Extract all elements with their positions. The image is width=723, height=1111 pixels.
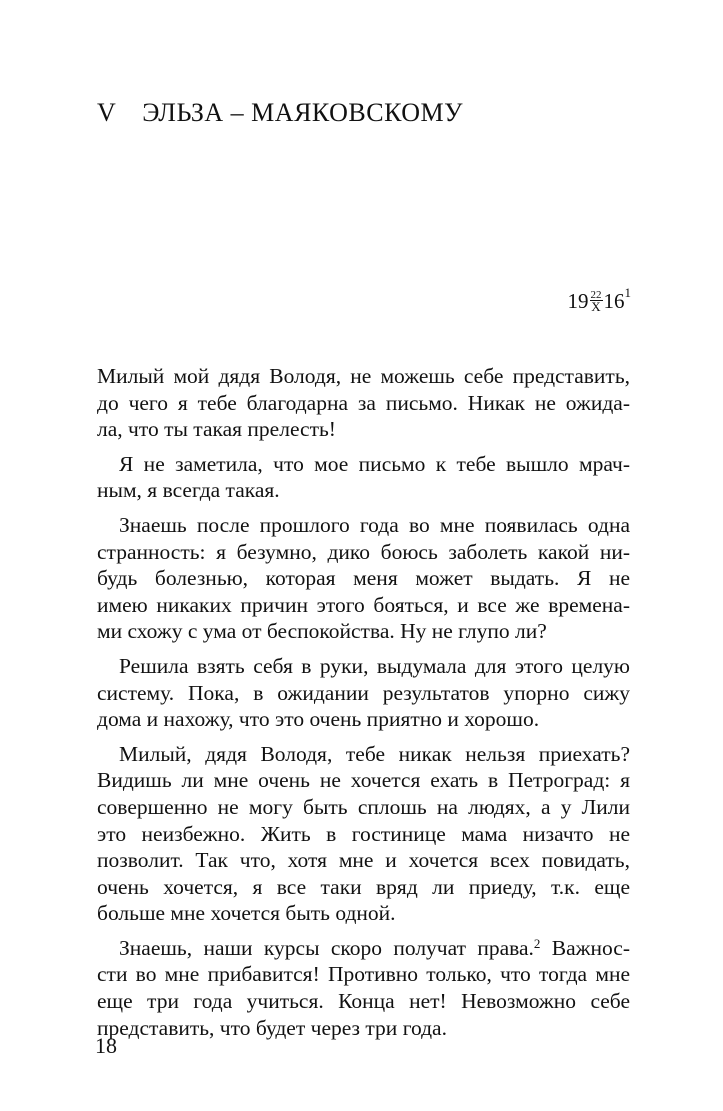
text-line: очень хочется, я все таки вряд ли приеду, т.к. еще <box>97 874 630 899</box>
date-year-suffix: 16 <box>603 289 625 313</box>
date-day: 22 <box>590 288 602 301</box>
text-line: позволит. Так что, хотя мне и хочется всех повидать, <box>97 848 630 873</box>
text-line: больше мне хочется быть одной. <box>97 901 396 926</box>
text-line-with-footnote <box>97 935 630 962</box>
text-line: Я не заметила, что мое письмо к тебе вышло мрач- <box>119 451 630 476</box>
text-line: будь болезнью, которая меня может выдать. Я не <box>97 566 630 591</box>
letter-body <box>97 363 630 1041</box>
text-segment: Важнос- <box>540 935 630 960</box>
text-line: совершенно не могу быть сплошь на людях, а у Лили <box>97 794 630 819</box>
text-line: Решила взять себя в руки, выдумала для этого целую <box>119 653 630 678</box>
text-line: Знаешь после прошлого года во мне появилась одна <box>119 512 630 537</box>
text-line: ла, что ты такая прелесть! <box>97 417 336 442</box>
chapter-heading <box>97 98 463 128</box>
chapter-title: ЭЛЬЗА – МАЯКОВСКОМУ <box>142 98 464 127</box>
text-line: представить, что будет через три года. <box>97 1015 447 1040</box>
text-line: дома и нахожу, что это очень приятно и хорошо. <box>97 707 540 732</box>
text-line: Милый мой дядя Володя, не можешь себе представить, <box>97 364 630 388</box>
page-number: 18 <box>95 1033 117 1058</box>
text-line: Видишь ли мне очень не хочется ехать в Петроград: я <box>97 768 630 793</box>
date-day-month-fraction <box>590 290 603 313</box>
chapter-number: V <box>97 98 117 127</box>
date-footnote-marker: 1 <box>624 285 631 300</box>
text-line: сти во мне прибавится! Противно только, что тогда мне <box>97 962 630 987</box>
text-line: еще три года учиться. Конца нет! Невозможно себе <box>97 989 630 1014</box>
text-line: до чего я тебе благодарна за письмо. Никак не ожида- <box>97 390 630 415</box>
date-month: X <box>591 298 601 314</box>
text-line: это неизбежно. Жить в гостинице мама низачто не <box>97 821 630 846</box>
letter-date <box>567 285 632 315</box>
text-line: ным, я всегда такая. <box>97 478 280 503</box>
footnote-marker: 2 <box>533 935 541 951</box>
text-line: ми схожу с ума от беспокойства. Ну не глупо ли? <box>97 619 547 644</box>
text-line: странность: я безумно, дико боюсь заболеть какой ни- <box>97 539 630 564</box>
text-line: систему. Пока, в ожидании результатов упорно сижу <box>97 680 630 705</box>
text-line: Милый, дядя Володя, тебе никак нельзя приехать? <box>119 741 630 766</box>
text-line: имею никаких причин этого бояться, и все же времена- <box>97 592 630 617</box>
date-year-prefix: 19 <box>567 289 589 313</box>
text-segment: Знаешь, наши курсы скоро получат права. <box>119 935 534 960</box>
